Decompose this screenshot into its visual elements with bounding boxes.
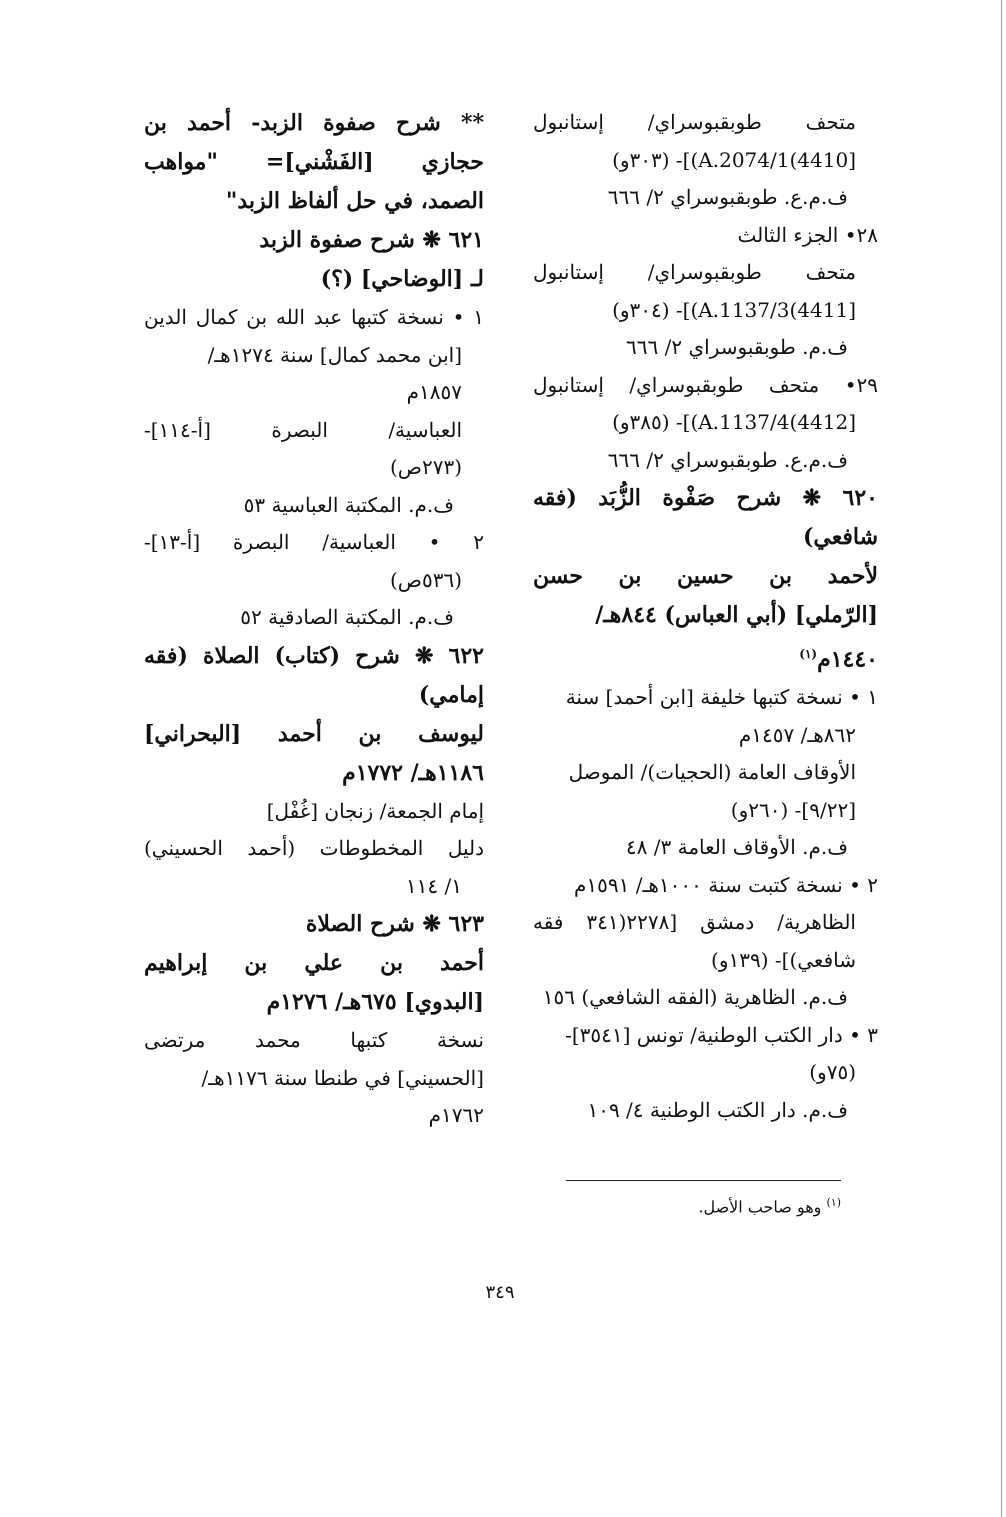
right-column-line	[533, 717, 878, 755]
footnote-reference: (١)	[799, 647, 818, 661]
left-column-line-text: ١١٨٦هـ/ ١٧٧٢م	[342, 759, 484, 786]
left-column-line-text: حجازي [الفَشْني]= "مواهب	[144, 149, 484, 175]
left-column-line-text: [البدوي] ٦٧٥هـ/ ١٢٧٦م	[266, 989, 484, 1015]
left-column-line-text: ف.م. المكتبة الصادقية ٥٢	[240, 605, 454, 629]
left-column-line	[144, 182, 484, 221]
right-column-line	[533, 1092, 878, 1130]
right-column-line	[533, 829, 878, 867]
right-column-line	[533, 442, 878, 480]
right-column-line	[533, 142, 878, 180]
left-column-line-text: (٥٣٦ص)	[389, 567, 462, 592]
left-column-line-text: ١٧٦٢م	[428, 1103, 484, 1127]
left-column-line	[144, 260, 484, 299]
left-column-line	[144, 715, 484, 754]
left-column-line	[144, 1060, 484, 1098]
left-column-line	[144, 1097, 484, 1135]
left-column-line-text: [ابن محمد كمال] سنة ١٢٧٤هـ/	[207, 342, 462, 367]
right-column-line-text: [4412)A.1137/4)]- (٣٨٥و)	[612, 410, 856, 434]
right-column-line-text: [٩/٢٢]- (٢٦٠و)	[730, 797, 856, 822]
left-column-line	[144, 374, 484, 412]
footnote-text: وهو صاحب الأصل.	[698, 1197, 822, 1217]
right-column-line-text: [الرّملي] (أبي العباس) ٨٤٤هـ/	[595, 602, 878, 628]
right-column-line-text: شافعي)]- (١٣٩و)	[711, 947, 856, 972]
right-column-line-text: الظاهرية/ دمشق [٢٢٧٨(٣٤١ فقه	[533, 910, 856, 935]
right-column-line-text: ٦٢٠ ❋ شرح صَفْوة الزُّبَد (فقه	[533, 485, 878, 511]
left-column-line	[144, 487, 484, 525]
right-column-line	[533, 367, 878, 405]
page-edge-line	[1001, 0, 1002, 1517]
left-column-line-text: ١٨٥٧م	[406, 380, 462, 404]
left-column-line	[144, 524, 484, 562]
left-column-line-text: دليل المخطوطات (أحمد الحسيني)	[144, 836, 484, 860]
right-column-line	[533, 404, 878, 442]
right-column-line-text: ف.م.ع. طوبقبوسراي ٢/ ٦٦٦	[607, 185, 848, 209]
right-column-line	[533, 179, 878, 217]
left-column-line-text: (٢٧٣ص)	[389, 455, 462, 479]
left-column-line	[144, 676, 484, 715]
right-column-line-text: متحف طوبقبوسراي/ إستانبول	[533, 260, 856, 284]
left-column-line	[144, 104, 484, 143]
left-column-line	[144, 1022, 484, 1060]
left-column-line	[144, 905, 484, 944]
right-column-line-text: الأوقاف العامة (الحجيات)/ الموصل	[568, 760, 856, 785]
right-column-line-text: متحف طوبقبوسراي/ إستانبول	[533, 110, 856, 134]
right-column-line-text: ٢٩• متحف طوبقبوسراي/ إستانبول	[533, 372, 878, 397]
right-column-line-text: ٣ • دار الكتب الوطنية/ تونس [٣٥٤١]-	[565, 1022, 878, 1047]
left-column-line-text: [الحسيني] في طنطا سنة ١١٧٦هـ/	[201, 1065, 484, 1090]
right-column	[533, 104, 878, 1129]
left-column-line	[144, 868, 484, 906]
right-column-line-text: ١ • نسخة كتبها خليفة [ابن أحمد] سنة	[565, 685, 878, 710]
right-column-line	[533, 679, 878, 717]
left-column-line	[144, 754, 484, 793]
right-column-line-text: [4410)A.2074/1)]- (٣٠٣و)	[612, 147, 856, 172]
left-column	[144, 104, 484, 1135]
right-column-line-text: ٢ • نسخة كتبت سنة ١٠٠٠هـ/ ١٥٩١م	[574, 872, 878, 897]
left-column-line-text: ١ • نسخة كتبها عبد الله بن كمال الدين	[144, 305, 484, 329]
right-column-line-text: ف.م.ع. طوبقبوسراي ٢/ ٦٦٦	[607, 447, 848, 472]
right-column-line	[533, 979, 878, 1017]
left-column-line-text: إمامي)	[418, 681, 484, 708]
left-column-line-text: ٦٢١ ❋ شرح صفوة الزبد	[259, 227, 484, 253]
left-column-line-text: ** شرح صفوة الزبد- أحمد بن	[144, 110, 484, 136]
right-column-line	[533, 292, 878, 330]
right-column-line	[533, 1017, 878, 1055]
left-column-line-text: ليوسف بن أحمد [البحراني]	[144, 720, 484, 747]
left-column-line-text: ٦٢٢ ❋ شرح (كتاب) الصلاة (فقه	[144, 642, 484, 669]
right-column-line	[533, 479, 878, 518]
left-column-line	[144, 599, 484, 637]
page-number: ٣٤٩	[485, 1282, 515, 1303]
left-column-line	[144, 299, 484, 337]
left-column-line	[144, 337, 484, 375]
right-column-line	[533, 217, 878, 255]
left-column-line-text: نسخة كتبها محمد مرتضى	[144, 1028, 484, 1052]
left-column-line-text: أحمد بن علي بن إبراهيم	[144, 950, 484, 976]
right-column-line-text: ٢٨• الجزء الثالث	[737, 222, 878, 247]
left-column-line-text: ف.م. المكتبة العباسية ٥٣	[243, 492, 454, 517]
right-column-line-text: [4411)A.1137/3)]- (٣٠٤و)	[612, 297, 856, 322]
left-column-line	[144, 412, 484, 450]
right-column-line	[533, 792, 878, 830]
left-column-line-text: العباسية/ البصرة [أ-١١٤]-	[144, 417, 462, 442]
left-column-line	[144, 830, 484, 868]
right-column-line	[533, 867, 878, 905]
right-column-line	[533, 254, 878, 292]
left-column-line-text: ٦٢٣ ❋ شرح الصلاة	[305, 911, 484, 937]
right-column-line	[533, 904, 878, 942]
right-column-line-text: ف.م. الظاهرية (الفقه الشافعي) ١٥٦	[542, 985, 848, 1010]
right-column-line	[533, 557, 878, 596]
right-column-line-text: ٨٦٢هـ/ ١٤٥٧م	[738, 722, 856, 747]
left-column-line	[144, 983, 484, 1022]
left-column-line-text: الصمد، في حل ألفاظ الزبد"	[225, 188, 484, 214]
footnote	[698, 1196, 841, 1216]
right-column-line	[533, 942, 878, 980]
right-column-line-text: شافعي)	[802, 524, 878, 550]
right-column-line	[533, 104, 878, 142]
left-column-line	[144, 143, 484, 182]
right-column-line	[533, 596, 878, 635]
left-column-line	[144, 449, 484, 487]
right-column-line-text: لأحمد بن حسين بن حسن	[533, 563, 878, 589]
right-column-line	[533, 635, 878, 679]
right-column-line-text: ف.م. طوبقبوسراي ٢/ ٦٦٦	[626, 335, 848, 359]
right-column-line-text: (٧٥و)	[809, 1060, 856, 1085]
left-column-line	[144, 221, 484, 260]
left-column-line	[144, 562, 484, 600]
right-column-line-text: ١٤٤٠م	[817, 646, 878, 673]
left-column-line-text: ١/ ١١٤	[405, 873, 462, 898]
right-column-line-text: ف.م. دار الكتب الوطنية ٤/ ١٠٩	[587, 1097, 848, 1122]
right-column-line	[533, 1054, 878, 1092]
footnote-separator	[566, 1180, 841, 1181]
right-column-line	[533, 518, 878, 557]
left-column-line-text: إمام الجمعة/ زنجان [غُفْل]	[266, 798, 484, 823]
left-column-line	[144, 793, 484, 831]
right-column-line-text: ف.م. الأوقاف العامة ٣/ ٤٨	[625, 835, 848, 860]
left-column-line	[144, 637, 484, 676]
footnote-mark: (١)	[826, 1196, 841, 1209]
left-column-line	[144, 944, 484, 983]
right-column-line	[533, 754, 878, 792]
left-column-line-text: لـ [الوضاحي] (؟)	[320, 266, 484, 292]
right-column-line	[533, 329, 878, 367]
left-column-line-text: ٢ • العباسية/ البصرة [أ-١٣]-	[144, 530, 484, 554]
